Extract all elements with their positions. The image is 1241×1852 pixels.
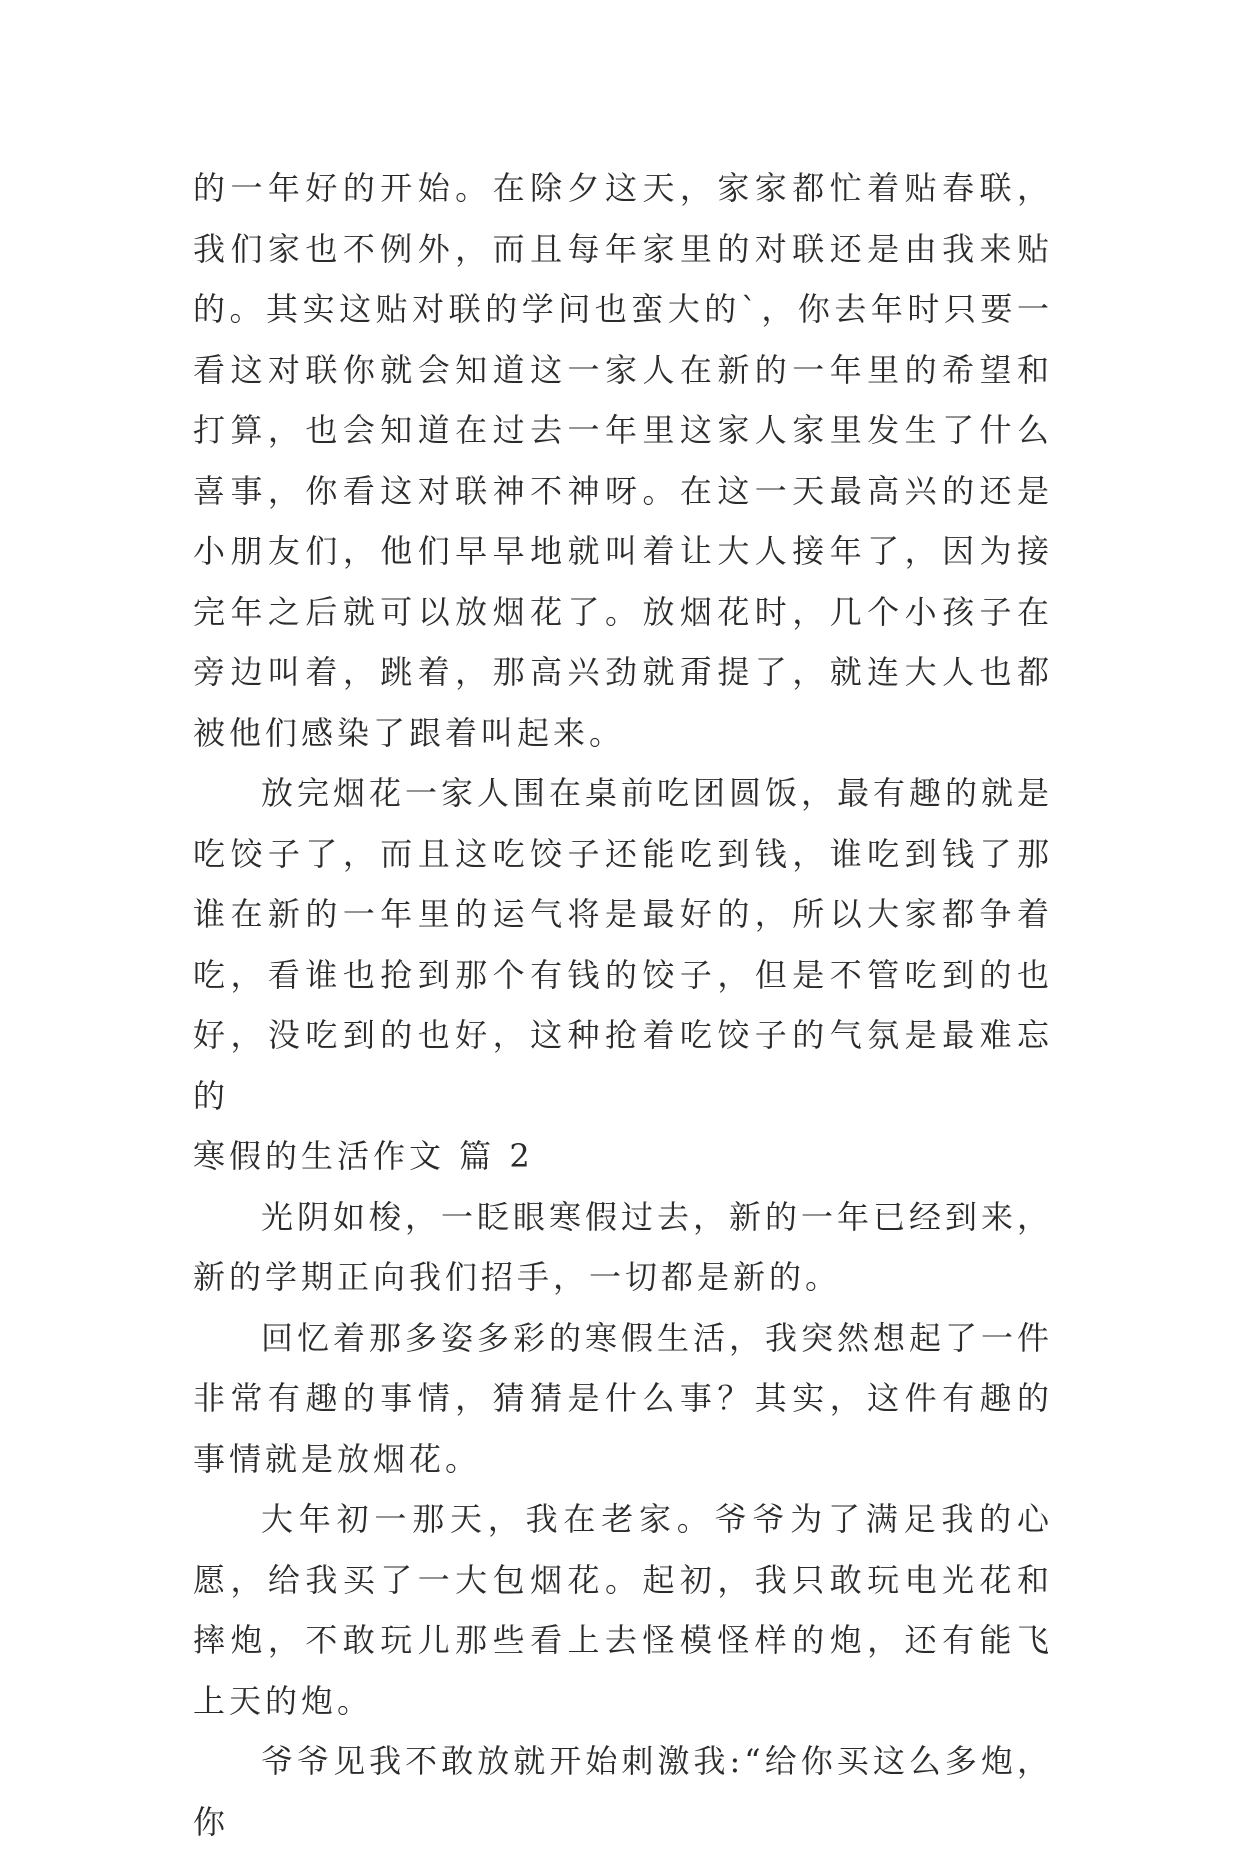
paragraph-recall: 回忆着那多姿多彩的寒假生活，我突然想起了一件非常有趣的事情，猜猜是什么事？其实，这件有趣的事情就是放烟花。 [193,1318,1054,1478]
paragraph-grandpa: 爷爷见我不敢放就开始刺激我:“给你买这么多炮，你 [193,1742,1053,1841]
paragraph-continuation: 的一年好的开始。在除夕这天，家家都忙着贴春联，我们家也不例外，而且每年家里的对联还是由我来贴的。其实这贴对联的学问也蛮大的`，你去年时只要一看这对联你就会知道这一家人在新的一年里的希望和打算，也会知道在过去一年里这家人家里发生了什么喜事，你看这对联神不神呀。在这一天最高兴的还是小朋友们，他们早早地就叫着让大人接年了，因为接完年之后就可以放烟花了。放烟花时，几个小孩子在旁边叫着，跳着，那高兴劲就甭提了，就连大人也都被他们感染了跟着叫起来。 [193,169,1053,752]
paragraph-new-year-day: 大年初一那天，我在老家。爷爷为了满足我的心愿，给我买了一大包烟花。起初，我只敢玩电光花和摔炮，不敢玩儿那些看上去怪模怪样的炮，还有能飞上天的炮。 [193,1500,1053,1720]
document-body [193,158,1053,1852]
paragraph-dumplings: 放完烟花一家人围在桌前吃团圆饭，最有趣的就是吃饺子了，而且这吃饺子还能吃到钱，谁吃到钱了那谁在新的一年里的运气将是最好的，所以大家都争着吃，看谁也抢到那个有钱的饺子，但是不管吃到的也好，没吃到的也好，这种抢着吃饺子的气氛是最难忘的 [193,774,1054,1115]
paragraph-time-flies: 光阴如梭，一眨眼寒假过去，新的一年已经到来，新的学期正向我们招手，一切都是新的。 [193,1197,1054,1296]
section-heading: 寒假的生活作文 篇 2 [193,1137,534,1175]
